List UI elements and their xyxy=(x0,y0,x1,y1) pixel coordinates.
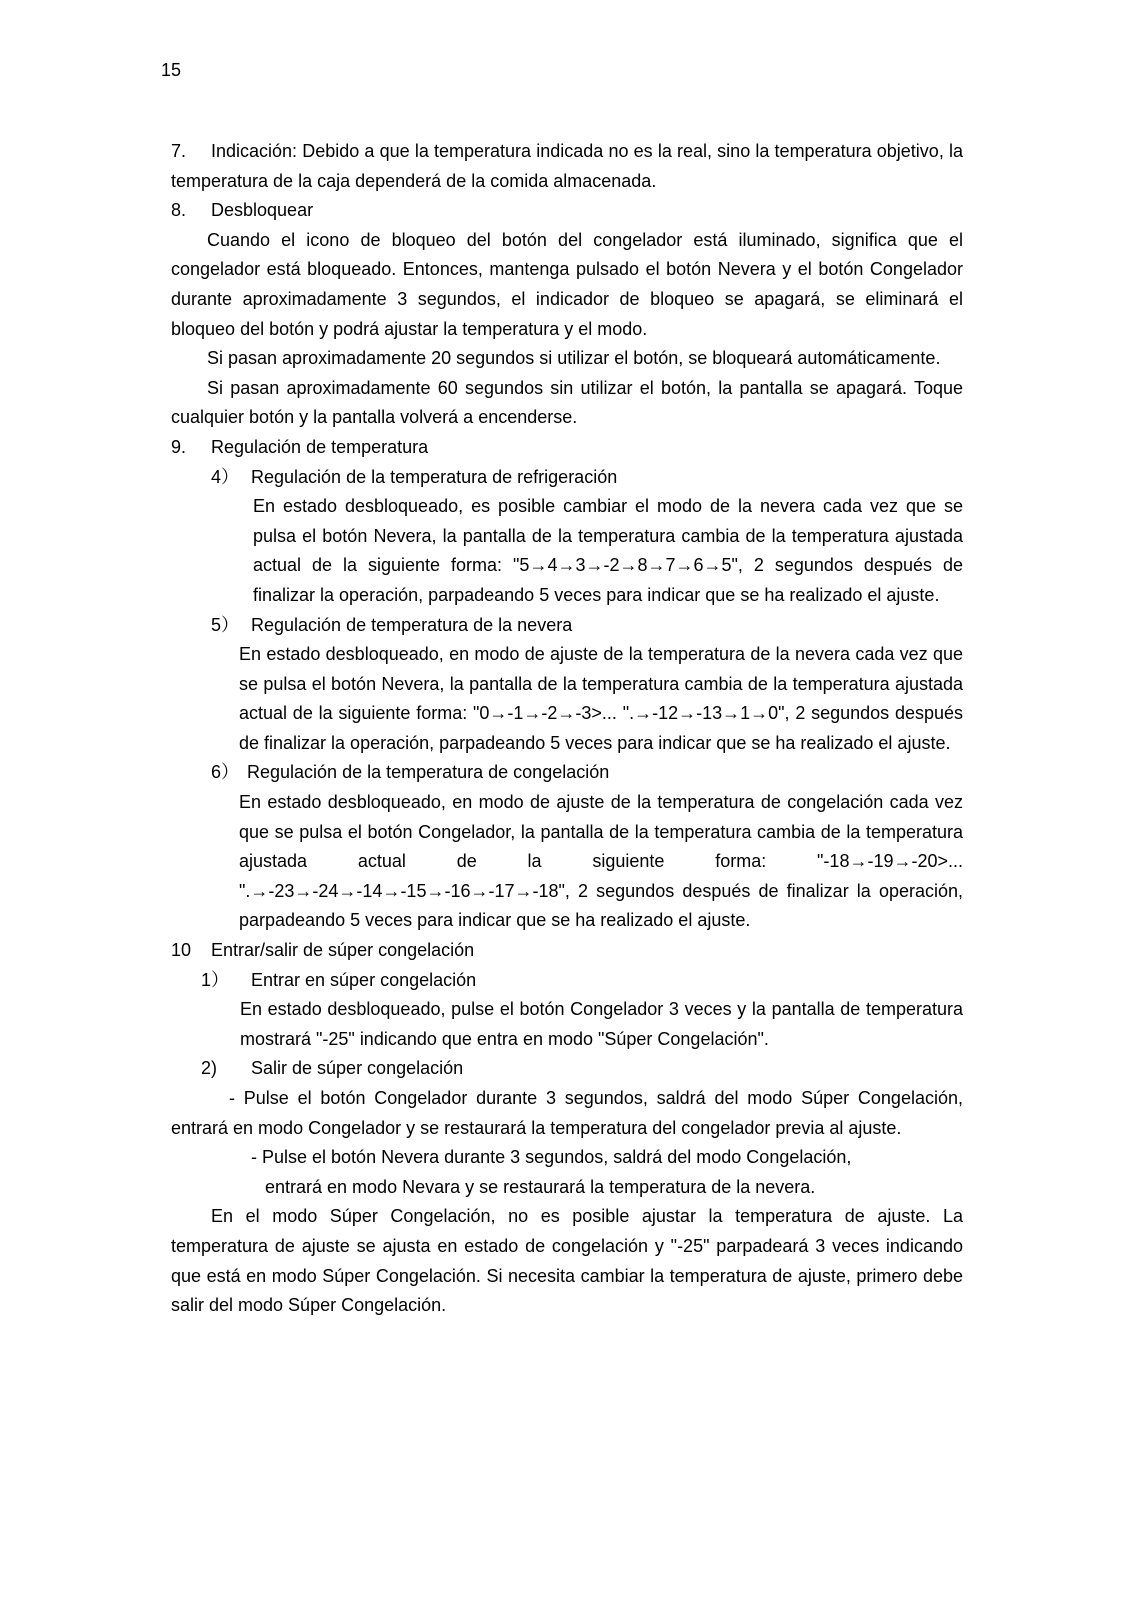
section-9-title: Regulación de temperatura xyxy=(211,436,429,457)
section-8-heading xyxy=(171,196,963,226)
section-8-paragraph-3: Si pasan aproximadamente 60 segundos sin utilizar el botón, la pantalla se apagará. Toque cualquier botón y la pantalla volverá a encenderse. xyxy=(171,377,963,428)
subsection-6-text: En estado desbloqueado, en modo de ajuste de la temperatura de congelación cada vez que se pulsa el botón Congelador, la pantalla de la temperatura cambia de la temperatura ajustada actual de la siguiente forma: "-18→-19→-20>... ".→-23→-24→-14→-15→-16→-17→-18", 2 segundos después de finalizar la operación, parpadeando 5 veces para indicar que se ha realizado el ajuste. xyxy=(239,792,963,931)
page-number: 15 xyxy=(161,60,182,80)
subsection-5-text: En estado desbloqueado, en modo de ajuste de la temperatura de la nevera cada vez que se pulsa el botón Nevera, la pantalla de la temperatura cambia de la temperatura ajustada actual de la siguiente forma: "0→-1→-2→-3>... ".→-12→-13→1→0", 2 segundos después de finalizar la operación, parpadeando 5 veces para indicar que se ha realizado el ajuste. xyxy=(239,644,963,753)
section-7 xyxy=(171,137,963,196)
subsection-4-heading xyxy=(171,463,963,493)
section-7-text: Indicación: Debido a que la temperatura indicada no es la real, sino la temperatura objetivo, la temperatura de la caja dependerá de la comida almacenada. xyxy=(171,141,963,191)
subsection-6-number: 6） xyxy=(211,762,240,783)
subsection-10-1-text: En estado desbloqueado, pulse el botón Congelador 3 veces y la pantalla de temperatura mostrará "-25" indicando que entra en modo "Súper Congelación". xyxy=(240,999,963,1049)
section-8-title: Desbloquear xyxy=(211,200,314,221)
section-10-heading xyxy=(171,936,963,966)
subsection-10-2-number: 2) xyxy=(201,1058,218,1079)
section-8-paragraph-1: Cuando el icono de bloqueo del botón del congelador está iluminado, significa que el congelador está bloqueado. Entonces, mantenga pulsado el botón Nevera y el botón Congelador durante aproximadamente 3 segundos, el indicador de bloqueo se apagará, se eliminará el bloqueo del botón y podrá ajustar la temperatura y el modo. xyxy=(171,229,963,339)
subsection-10-1-heading xyxy=(171,966,963,996)
subsection-4-text: En estado desbloqueado, es posible cambiar el modo de la nevera cada vez que se pulsa el botón Nevera, la pantalla de la temperatura cambia de la temperatura ajustada actual de la siguiente forma: "5→4→3→-2→8→7→6→5", 2 segundos después de finalizar la operación, parpadeando 5 veces para indicar que se ha realizado el ajuste. xyxy=(253,496,963,605)
subsection-5-title: Regulación de temperatura de la nevera xyxy=(251,614,573,635)
section-9-heading xyxy=(171,433,963,463)
document-body xyxy=(171,137,963,1321)
subsection-10-1-number: 1） xyxy=(201,969,230,990)
section-10-number: 10 xyxy=(171,940,192,961)
subsection-4-number: 4） xyxy=(211,466,240,487)
subsection-6-heading xyxy=(171,758,963,788)
subsection-4-title: Regulación de la temperatura de refrigeración xyxy=(251,466,618,487)
bullet-2-continuation: entrará en modo Nevara y se restaurará la temperatura de la nevera. xyxy=(265,1176,816,1197)
subsection-5-heading xyxy=(171,611,963,641)
bullet-2-first-line: - Pulse el botón Nevera durante 3 segundos, saldrá del modo Congelación, xyxy=(251,1147,852,1168)
subsection-5-number: 5） xyxy=(211,614,240,635)
bullet-1: - Pulse el botón Congelador durante 3 segundos, saldrá del modo Súper Congelación, entrará en modo Congelador y se restaurará la temperatura del congelador previa al ajuste. xyxy=(171,1088,963,1138)
closing-paragraph: En el modo Súper Congelación, no es posible ajustar la temperatura de ajuste. La temperatura de ajuste se ajusta en estado de congelación y "-25" parpadeará 3 veces indicando que está en modo Súper Congelación. Si necesita cambiar la temperatura de ajuste, primero debe salir del modo Súper Congelación. xyxy=(171,1206,963,1316)
bullet-2 xyxy=(171,1143,963,1202)
section-9-number: 9. xyxy=(171,436,187,457)
section-7-number: 7. xyxy=(171,141,187,161)
subsection-10-2-title: Salir de súper congelación xyxy=(251,1058,464,1079)
section-8-paragraph-2: Si pasan aproximadamente 20 segundos si utilizar el botón, se bloqueará automáticamente. xyxy=(207,348,941,369)
subsection-10-1-title: Entrar en súper congelación xyxy=(251,969,477,990)
subsection-10-2-heading xyxy=(171,1054,963,1084)
section-8-number: 8. xyxy=(171,200,187,221)
section-10-title: Entrar/salir de súper congelación xyxy=(211,940,475,961)
subsection-6-title: Regulación de la temperatura de congelación xyxy=(247,762,610,783)
